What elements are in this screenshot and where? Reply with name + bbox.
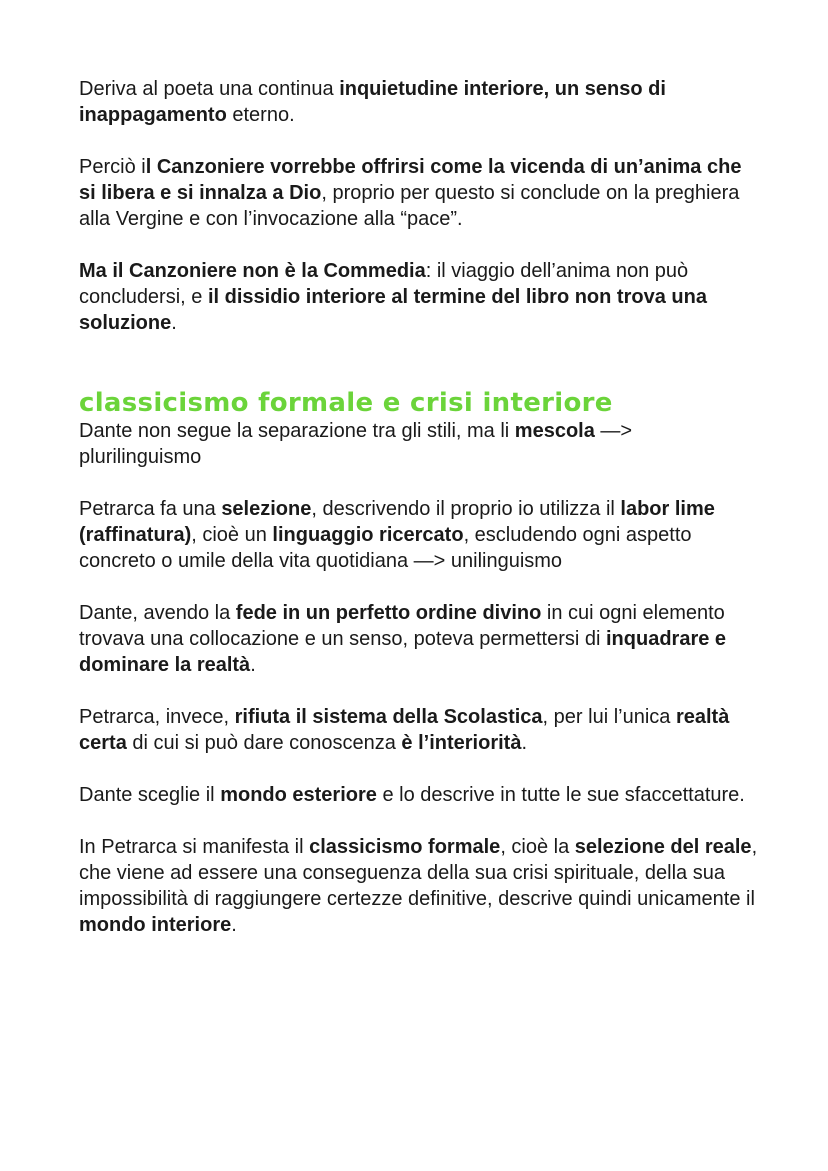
text-run: Petrarca, invece, [79,706,235,728]
text-run: Dante non segue la separazione tra gli stili, ma li [79,420,515,442]
paragraph [79,418,759,470]
bold-text: mescola [514,420,595,442]
paragraph [79,76,759,128]
text-run: . [231,914,237,936]
intro-section [79,76,759,336]
text-run: Perciò i [79,156,146,178]
text-run: , cioè la [500,836,575,858]
text-run: , escludendo ogni aspetto concreto o umile della vita quotidiana —> unilinguismo [79,524,692,572]
classicismo-section [79,418,759,938]
bold-text: labor lime (raffinatura) [79,498,715,546]
bold-text: è l’interiorità [401,732,522,754]
bold-text: Ma il Canzoniere non è la Commedia [79,260,426,282]
text-run: e lo descrive in tutte le sue sfaccettature. [376,784,745,806]
bold-text: il dissidio interiore al termine del libro non trova una soluzione [79,286,707,334]
paragraph [79,782,759,808]
paragraph [79,834,759,938]
bold-text: inquadrare e dominare la realtà [79,628,727,676]
paragraph [79,704,759,756]
text-run: In Petrarca si manifesta il [79,836,310,858]
bold-text: l Canzoniere vorrebbe offrirsi come la vicenda di un’anima che si libera e si innalza a Dio [79,156,742,204]
bold-text: rifiuta il sistema della Scolastica [234,706,543,728]
text-run: , che viene ad essere una conseguenza della sua crisi spirituale, della sua impossibilità di raggiungere certezze definitive, descrive quindi unicamente il [79,836,758,910]
text-run: : il viaggio dell’anima non può concludersi, e [79,260,689,308]
text-run: , descrivendo il proprio io utilizza il [311,498,621,520]
paragraph [79,496,759,574]
bold-text: inquietudine interiore, un senso di inappagamento [79,78,666,126]
bold-text: classicismo formale [309,836,501,858]
text-run: . [521,732,528,754]
bold-text: fede in un perfetto ordine divino [235,602,542,624]
paragraph [79,258,759,336]
bold-text: realtà certa [79,706,730,754]
text-run: di cui si può dare conoscenza [126,732,402,754]
bold-text: mondo interiore [79,914,232,936]
section-heading-classicismo: classicismo formale e crisi interiore [79,388,613,418]
bold-text: mondo esteriore [220,784,377,806]
text-run: , per lui l’unica [542,706,676,728]
paragraph [79,600,759,678]
text-run: in cui ogni elemento trovava una collocazione e un senso, poteva permettersi di [79,602,725,650]
bold-text: selezione [221,498,312,520]
text-run: Deriva al poeta una continua [79,78,340,100]
text-run: . [171,312,177,334]
text-run: , cioè un [191,524,273,546]
text-run: Petrarca fa una [79,498,222,520]
bold-text: selezione del reale [574,836,752,858]
text-run: eterno. [226,104,295,126]
text-run: Dante, avendo la [79,602,236,624]
text-run: —> plurilinguismo [79,420,633,468]
bold-text: linguaggio ricercato [272,524,464,546]
text-run: , proprio per questo si conclude on la preghiera alla Vergine e con l’invocazione alla “pace”. [79,182,740,230]
document-page [79,76,759,964]
text-run: Dante sceglie il [79,784,221,806]
paragraph [79,154,759,232]
text-run: . [250,654,256,676]
